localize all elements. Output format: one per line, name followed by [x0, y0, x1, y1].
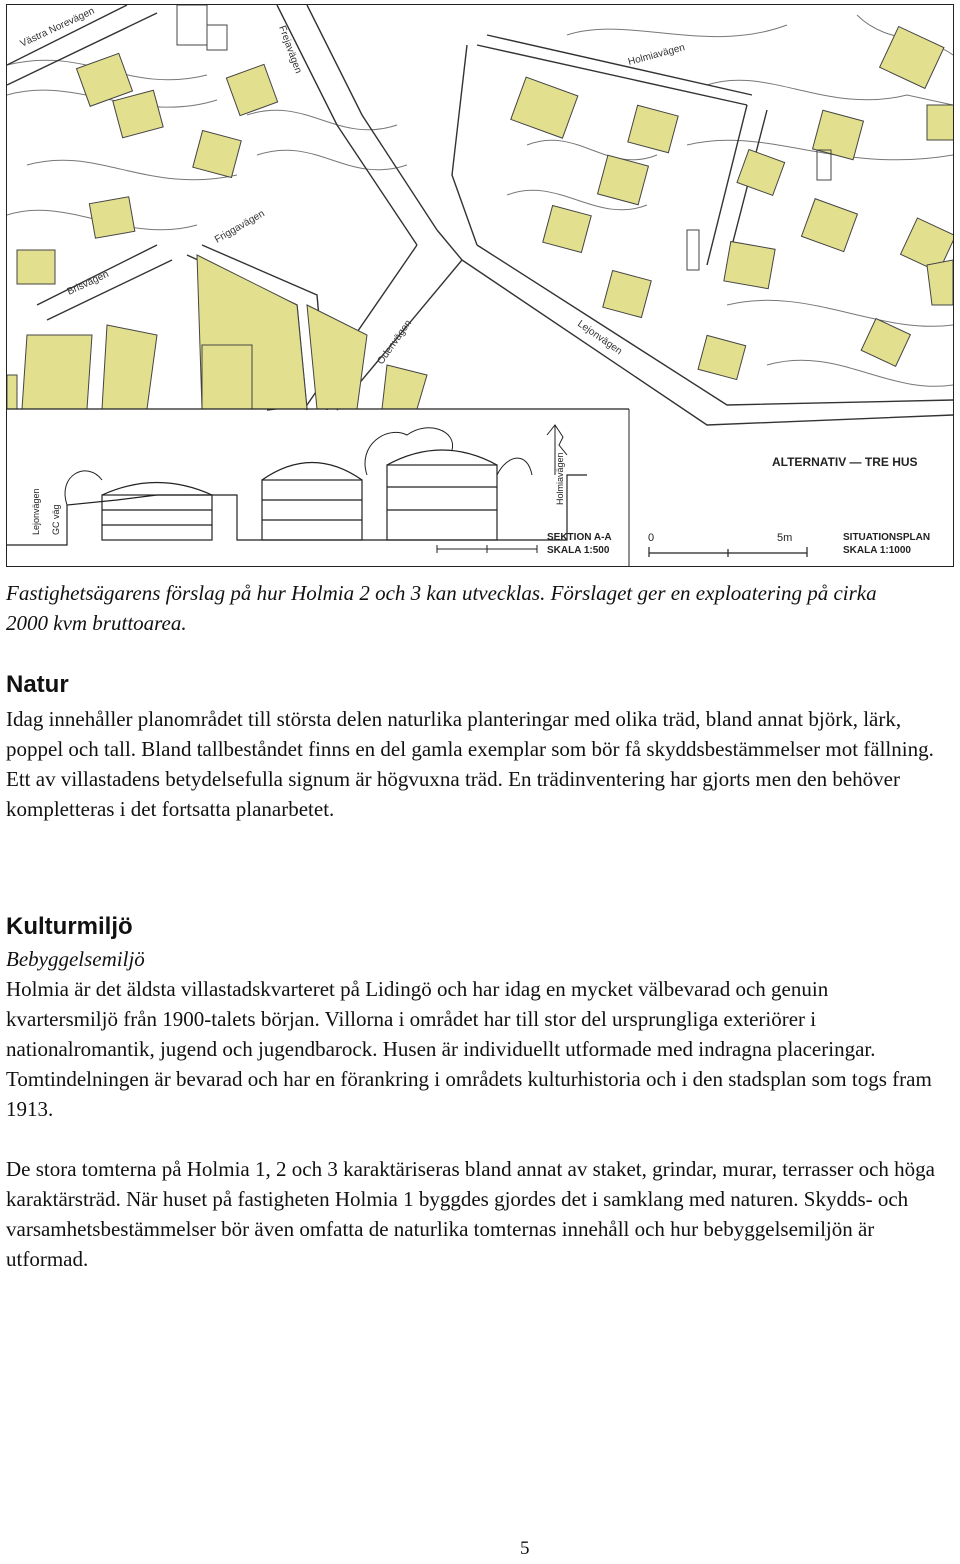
plan-title: SITUATIONSPLAN [843, 532, 931, 543]
street-label-odenvagen: Odenvägen [375, 318, 415, 367]
section-label-gc-vag: GC väg [51, 504, 61, 535]
plan-scale-five: 5m [777, 532, 793, 544]
paragraph-kultur-1: Holmia är det äldsta villastadskvarteret på Lidingö och har idag en mycket välbevarad och genuin kvartersmiljö från 1900-talets början. Villorna i området har till stor del ursprungliga exteriörer i nationalromantik, jugend och jugendbarock. Husen är individuellt utformade med indragna placeringar. Tomtindelningen är bevarad och har en förankring i områdets kulturhistoria och i den stadsplan som togs fram 1913. [6, 977, 932, 1121]
street-label-frejavagen: Frejavägen [276, 24, 304, 76]
section-title: SEKTION A-A [547, 532, 612, 543]
street-label-brisvagen: Brisvägen [65, 268, 111, 298]
subheading-bebyggelsemiljo: Bebyggelsemiljö [6, 947, 145, 971]
street-label-friggavagen: Friggavägen [213, 208, 267, 246]
street-label-lejonvagen: Lejonvägen [575, 318, 624, 358]
street-label-holmiavagen: Holmiavägen [626, 42, 687, 68]
alternative-title: ALTERNATIV — TRE HUS [772, 455, 918, 469]
page-number: 5 [520, 1538, 530, 1559]
heading-kulturmiljo: Kulturmiljö [6, 913, 133, 940]
plan-scale: SKALA 1:1000 [843, 545, 911, 556]
section-label-lejonvagen: Lejonvägen [31, 488, 41, 535]
street-label-vastra-norevagen: Västra Norevägen [18, 5, 97, 50]
heading-natur: Natur [6, 671, 69, 698]
section-scale: SKALA 1:500 [547, 545, 610, 556]
section-a-a-drawing [7, 425, 587, 545]
plan-scale-zero: 0 [648, 532, 655, 544]
paragraph-kultur-2: De stora tomterna på Holmia 1, 2 och 3 karaktäriseras bland annat av staket, grindar, murar, terrasser och höga karaktärsträd. När huset på fastigheten Holmia 1 byggdes gjordes det i samklang med naturen. Skydds- och varsamhetsbestämmelser bör även omfatta de naturlika tomternas innehåll och hur bebyggelsemiljön är utformad. [6, 1157, 935, 1271]
buildings [7, 26, 953, 409]
situation-plan [7, 15, 953, 386]
site-plan-drawing [7, 5, 953, 566]
plan-scale-bar [649, 547, 807, 557]
section-label-holmiavagen: Holmiavägen [555, 452, 565, 505]
paragraph-natur: Idag innehåller planområdet till största delen naturlika planteringar med olika träd, bland annat björk, lärk, poppel och tall. Bland tallbeståndet finns en del gamla exemplar som bör få skyddsbestämmelser mot fällning. Ett av villastadens betydelsefulla signum är högvuxna träd. En trädinventering har gjorts men den behöver kompletteras i det fortsatta planarbetet. [6, 707, 934, 821]
site-plan-figure [6, 4, 954, 567]
figure-caption: Fastighetsägarens förslag på hur Holmia 2 och 3 kan utvecklas. Förslaget ger en exploatering på cirka 2000 kvm bruttoarea. [6, 581, 877, 635]
section-scale-bar [437, 545, 537, 553]
